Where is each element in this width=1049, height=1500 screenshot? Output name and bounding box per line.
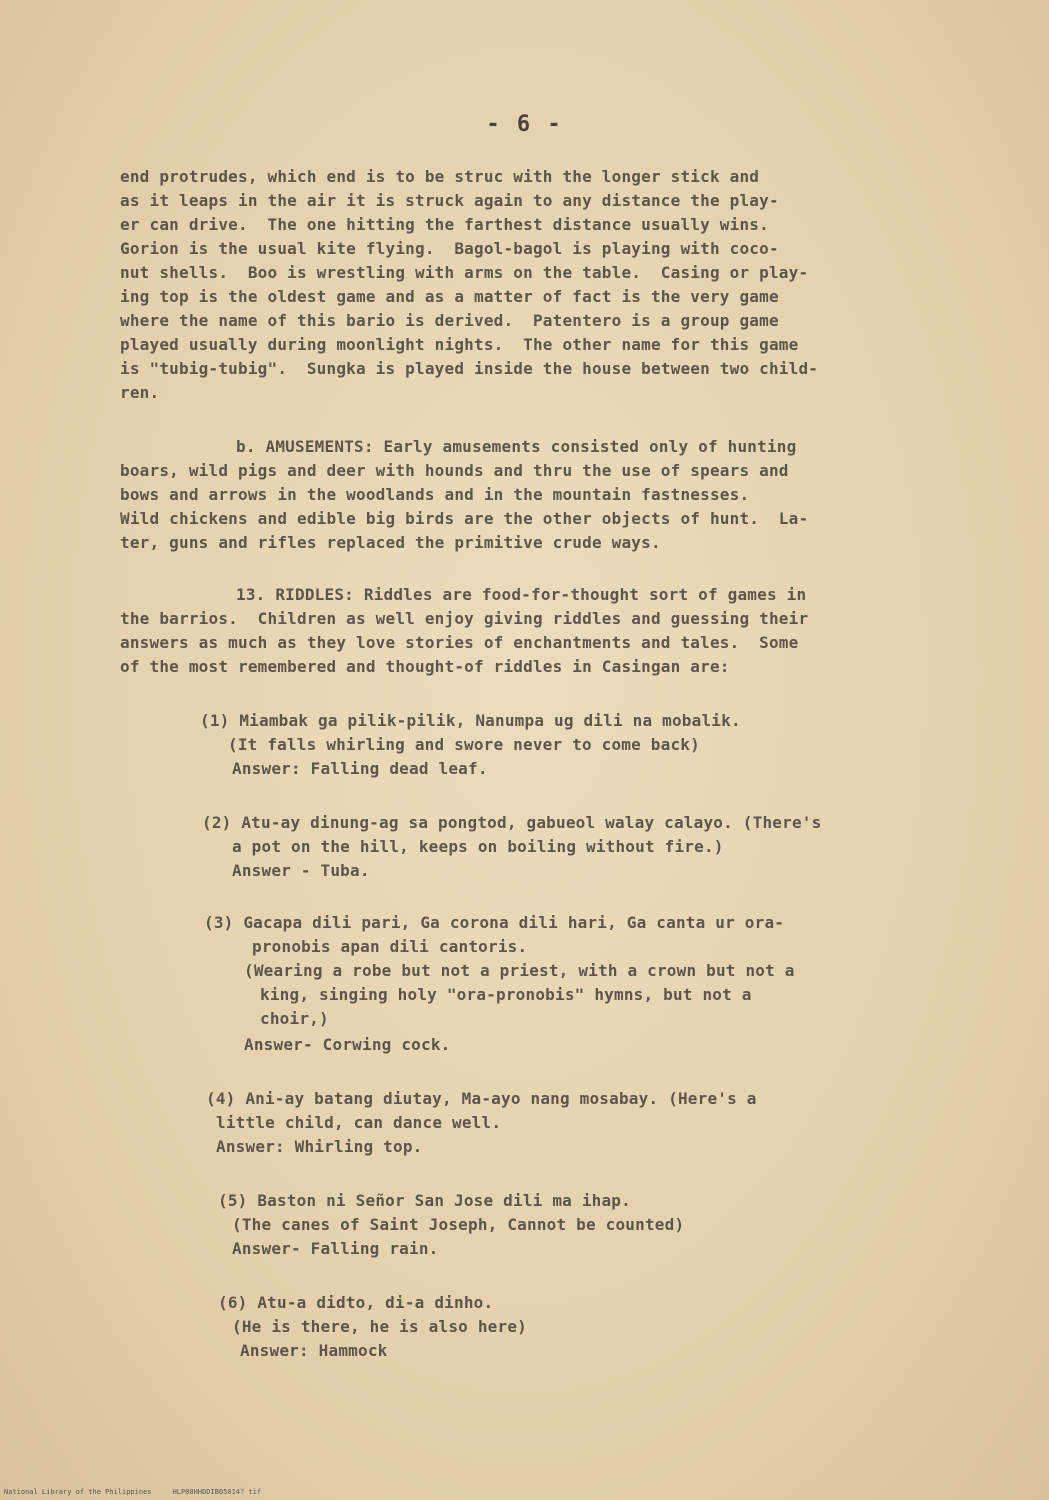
games-line-7: where the name of this bario is derived. Patentero is a group game — [120, 311, 779, 330]
riddle-5-answer: Answer- Falling rain. — [232, 1239, 439, 1258]
riddle-3-text-cont: pronobis apan dili cantoris. — [252, 937, 528, 956]
riddle-1-translation: (It falls whirling and swore never to come back) — [228, 735, 700, 754]
games-line-3: er can drive. The one hitting the farthest distance usually wins. — [120, 215, 769, 234]
page-number: - 6 - — [486, 112, 563, 137]
riddles-intro-line-3: answers as much as they love stories of enchantments and tales. Some — [120, 633, 799, 652]
games-line-8: played usually during moonlight nights. The other name for this game — [120, 335, 799, 354]
amusements-line-5: ter, guns and rifles replaced the primitive crude ways. — [120, 533, 661, 552]
riddles-intro-line-4: of the most remembered and thought-of riddles in Casingan are: — [120, 657, 730, 676]
amusements-line-3: bows and arrows in the woodlands and in the mountain fastnesses. — [120, 485, 750, 504]
riddle-5-text: (5) Baston ni Señor San Jose dili ma ihap. — [218, 1191, 631, 1210]
riddle-5-translation: (The canes of Saint Joseph, Cannot be counted) — [232, 1215, 685, 1234]
games-line-4: Gorion is the usual kite flying. Bagol-bagol is playing with coco- — [120, 239, 779, 258]
games-line-10: ren. — [120, 383, 160, 402]
riddle-6-translation: (He is there, he is also here) — [232, 1317, 527, 1336]
games-line-6: ing top is the oldest game and as a matter of fact is the very game — [120, 287, 779, 306]
riddle-4-translation: little child, can dance well. — [216, 1113, 502, 1132]
games-line-1: end protrudes, which end is to be struc with the longer stick and — [120, 167, 760, 186]
amusements-line-4: Wild chickens and edible big birds are the other objects of hunt. La- — [120, 509, 809, 528]
riddles-intro-line-2: the barrios. Children as well enjoy giving riddles and guessing their — [120, 609, 809, 628]
riddle-1-answer: Answer: Falling dead leaf. — [232, 759, 488, 778]
riddle-2-answer: Answer - Tuba. — [232, 861, 370, 880]
riddles-intro-line-1: 13. RIDDLES: Riddles are food-for-thought sort of games in — [236, 585, 807, 604]
riddle-1-text: (1) Miambak ga pilik-pilik, Nanumpa ug dili na mobalik. — [200, 711, 741, 730]
archive-footer: National Library of the Philippines HLP00HHDDIB05014? tif — [4, 1488, 262, 1496]
riddle-4-answer: Answer: Whirling top. — [216, 1137, 423, 1156]
riddle-2-translation: a pot on the hill, keeps on boiling without fire.) — [232, 837, 724, 856]
games-line-5: nut shells. Boo is wrestling with arms on the table. Casing or play- — [120, 263, 809, 282]
riddle-6-text: (6) Atu-a didto, di-a dinho. — [218, 1293, 494, 1312]
games-line-9: is "tubig-tubig". Sungka is played inside the house between two child- — [120, 359, 819, 378]
riddle-2-text: (2) Atu-ay dinung-ag sa pongtod, gabueol walay calayo. (There's — [202, 813, 822, 832]
riddle-4-text: (4) Ani-ay batang diutay, Ma-ayo nang mosabay. (Here's a — [206, 1089, 757, 1108]
amusements-line-1: b. AMUSEMENTS: Early amusements consisted only of hunting — [236, 437, 797, 456]
riddle-3-answer: Answer- Corwing cock. — [244, 1035, 451, 1054]
riddle-3-text: (3) Gacapa dili pari, Ga corona dili hari, Ga canta ur ora- — [204, 913, 785, 932]
amusements-line-2: boars, wild pigs and deer with hounds and thru the use of spears and — [120, 461, 789, 480]
games-line-2: as it leaps in the air it is struck again to any distance the play- — [120, 191, 779, 210]
riddle-6-answer: Answer: Hammock — [240, 1341, 388, 1360]
riddle-3-translation-2: king, singing holy "ora-pronobis" hymns, but not a — [260, 985, 752, 1004]
riddle-3-translation-1: (Wearing a robe but not a priest, with a crown but not a — [244, 961, 795, 980]
riddle-3-translation-3: choir,) — [260, 1009, 329, 1028]
